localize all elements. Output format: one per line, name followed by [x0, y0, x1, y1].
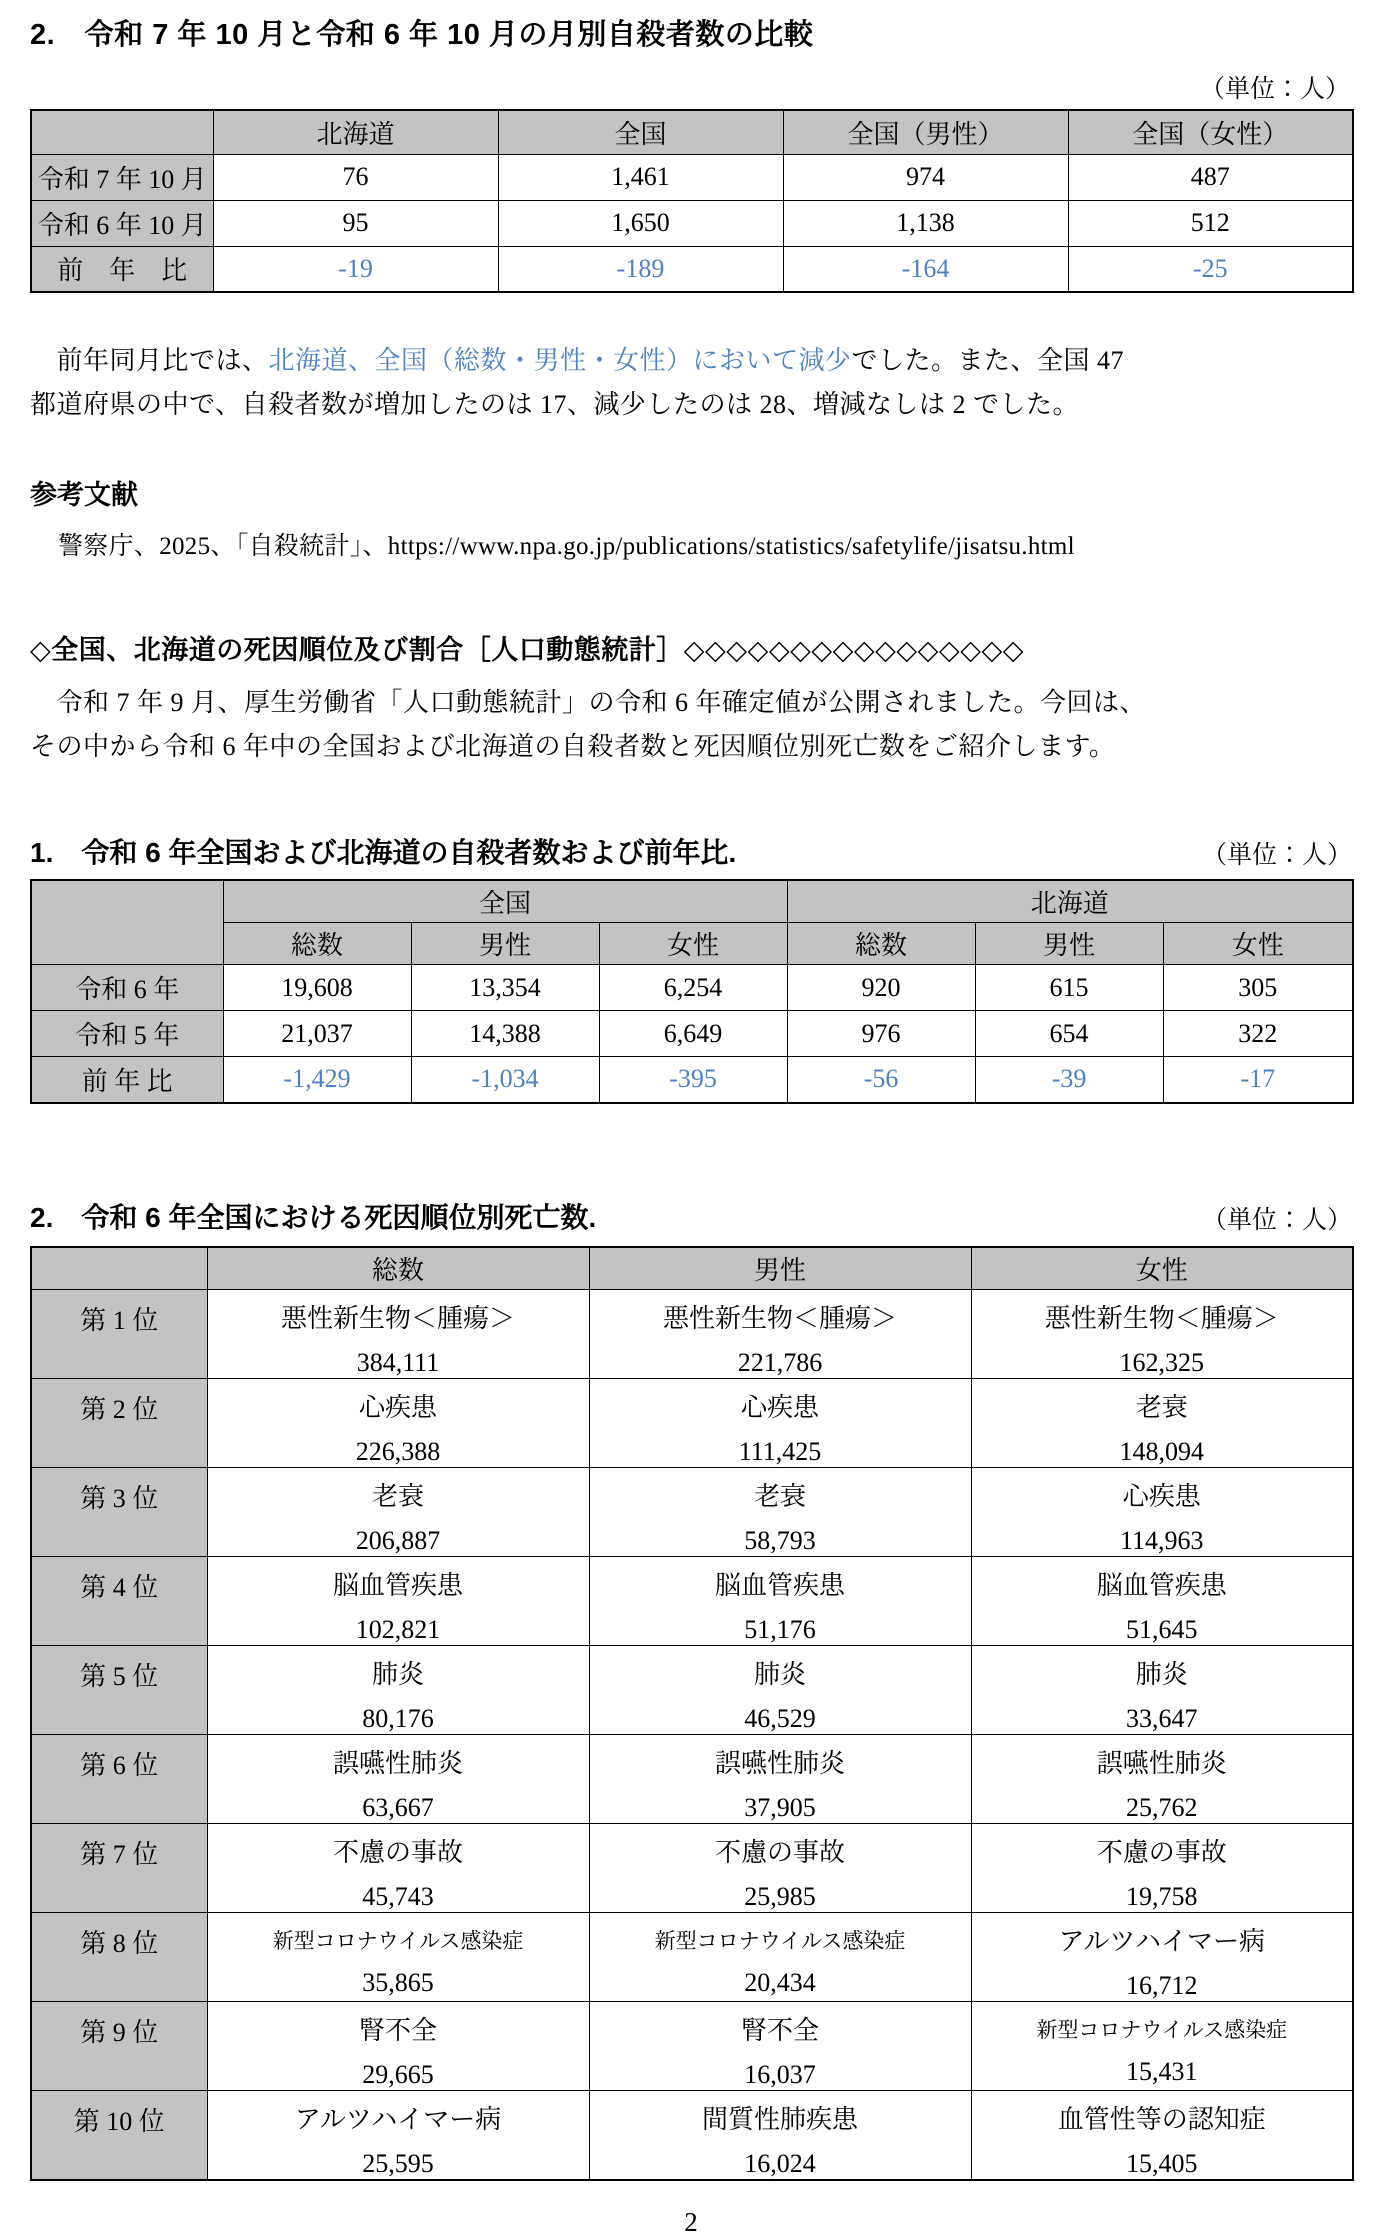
cause-value: 51,176 [744, 1614, 816, 1644]
column-header-zenkoku-male: 全国（男性） [783, 110, 1068, 154]
cause-name: 不慮の事故 [332, 1837, 463, 1867]
cause-name: 心疾患 [358, 1392, 437, 1422]
cause-cell-male [589, 1289, 971, 1378]
reference-item: 警察庁、2025、「自殺統計」、https://www.npa.go.jp/publications/statistics/safetylife/jisatsu.html [58, 533, 1075, 560]
references-heading: 参考文献 [30, 480, 138, 510]
cell-value: -189 [498, 246, 783, 292]
column-header-zenkoku-female: 全国（女性） [1068, 110, 1353, 154]
cause-name: 肺炎 [1135, 1659, 1188, 1689]
cell-value: 920 [787, 965, 975, 1011]
cause-cell-female [971, 1467, 1353, 1556]
cause-cell-male [589, 2001, 971, 2090]
cause-name: 不慮の事故 [1096, 1837, 1227, 1867]
cause-cell-male [589, 1823, 971, 1912]
cell-value: 1,138 [783, 200, 1068, 246]
cause-name: 血管性等の認知症 [1057, 2104, 1266, 2134]
row-label: 前 年 比 [31, 246, 213, 292]
unit-label-rank: （単位：人） [1201, 1206, 1352, 1234]
cause-name: 老衰 [753, 1481, 806, 1511]
rank-table-row [31, 1823, 1353, 1912]
cause-name: 老衰 [371, 1481, 424, 1511]
cell-value: 615 [975, 965, 1163, 1011]
section1-heading-row [30, 831, 1352, 871]
cause-value: 111,425 [738, 1436, 822, 1466]
rank-label: 第 9 位 [31, 2001, 207, 2090]
cause-name: アルツハイマー病 [1058, 1926, 1265, 1956]
sub-header-male: 男性 [975, 923, 1163, 965]
cell-value: 1,461 [498, 154, 783, 200]
cause-name: 心疾患 [740, 1392, 819, 1422]
cause-value: 63,667 [362, 1792, 434, 1822]
cause-name: 悪性新生物＜腫瘍＞ [1044, 1303, 1279, 1333]
summary-after: でした。また、全国 47 [851, 346, 1125, 375]
rank-label: 第 4 位 [31, 1556, 207, 1645]
cause-name: 心疾患 [1122, 1481, 1201, 1511]
monthly-comparison-table [30, 109, 1354, 293]
summary-paragraph-line1 [30, 339, 1352, 383]
cause-name: 肺炎 [371, 1659, 424, 1689]
cell-value: 14,388 [411, 1011, 599, 1057]
cause-value: 162,325 [1119, 1347, 1204, 1377]
column-header-female: 女性 [971, 1247, 1353, 1290]
cause-value: 16,037 [744, 2059, 816, 2089]
cause-name: 悪性新生物＜腫瘍＞ [662, 1303, 897, 1333]
cause-name: 誤嚥性肺炎 [1096, 1748, 1227, 1778]
row-label: 前 年 比 [31, 1057, 223, 1103]
cell-value: -395 [599, 1057, 787, 1103]
cause-value: 226,388 [355, 1436, 441, 1466]
cause-value: 29,665 [362, 2059, 434, 2089]
cause-cell-female [971, 1378, 1353, 1467]
cell-value: 95 [213, 200, 498, 246]
table-row [31, 246, 1353, 292]
cell-value: 13,354 [411, 965, 599, 1011]
cause-name: 誤嚥性肺炎 [714, 1748, 845, 1778]
rank-table-row [31, 1378, 1353, 1467]
cause-cell-male [589, 1912, 971, 2001]
cause-name: 新型コロナウイルス感染症 [272, 1928, 524, 1953]
page-title: 2. 令和 7 年 10 月と令和 6 年 10 月の月別自殺者数の比較 [30, 19, 814, 51]
intro-line1: 令和 7 年 9 月、厚生労働省「人口動態統計」の令和 6 年確定値が公開されました。今回は、 [30, 688, 1147, 717]
cell-value: -56 [787, 1057, 975, 1103]
page-number: 2 [684, 2206, 698, 2237]
cause-name: 脳血管疾患 [714, 1570, 845, 1600]
cell-value: 76 [213, 154, 498, 200]
section2-title: 2. 令和 6 年全国における死因順位別死亡数. [30, 1201, 597, 1233]
cell-value: 322 [1163, 1011, 1353, 1057]
rank-table-row [31, 1556, 1353, 1645]
cause-value: 80,176 [362, 1703, 434, 1733]
unit-label-suicide: （単位：人） [1201, 842, 1352, 869]
column-header-hokkaido: 北海道 [213, 110, 498, 154]
cell-value: 21,037 [223, 1011, 411, 1057]
cause-cell-male [589, 2090, 971, 2180]
cause-value: 16,712 [1126, 1970, 1198, 2000]
rank-label: 第 7 位 [31, 1823, 207, 1912]
cause-cell-total [207, 1289, 589, 1378]
cause-value: 37,905 [744, 1792, 816, 1822]
cause-name: 新型コロナウイルス感染症 [654, 1928, 906, 1953]
cause-name: 不慮の事故 [714, 1837, 845, 1867]
cause-value: 15,431 [1126, 2056, 1198, 2086]
cause-value: 102,821 [355, 1614, 441, 1644]
cell-value: -17 [1163, 1057, 1353, 1103]
cause-name: 肺炎 [753, 1659, 806, 1689]
cell-value: -19 [213, 246, 498, 292]
cell-value: 19,608 [223, 965, 411, 1011]
cause-cell-female [971, 2001, 1353, 2090]
group-header-row [31, 880, 1353, 923]
monthly-table-header-row [31, 110, 1353, 154]
cause-name: 老衰 [1135, 1392, 1188, 1422]
sub-header-total: 総数 [223, 923, 411, 965]
cause-cell-total [207, 1823, 589, 1912]
cause-value: 25,985 [744, 1881, 816, 1911]
cause-cell-male [589, 1645, 971, 1734]
summary-paragraph-line2: 都道府県の中で、自殺者数が増加したのは 17、減少したのは 28、増減なしは 2 でした。 [30, 390, 1079, 419]
cause-value: 15,405 [1126, 2148, 1198, 2178]
cause-name: 新型コロナウイルス感染症 [1036, 2017, 1288, 2042]
cause-cell-male [589, 1734, 971, 1823]
row-label: 令和 6 年 [31, 965, 223, 1011]
cause-name: 腎不全 [740, 2015, 819, 2045]
rank-table-row [31, 1912, 1353, 2001]
cause-cell-total [207, 1734, 589, 1823]
rank-table-row [31, 1289, 1353, 1378]
cause-cell-female [971, 1912, 1353, 2001]
column-header-total: 総数 [207, 1247, 589, 1290]
cell-value: -1,034 [411, 1057, 599, 1103]
cause-value: 16,024 [744, 2148, 816, 2178]
rank-table-row [31, 2001, 1353, 2090]
cause-cell-female [971, 1556, 1353, 1645]
rank-label: 第 1 位 [31, 1289, 207, 1378]
cause-name: 悪性新生物＜腫瘍＞ [280, 1303, 515, 1333]
rank-label: 第 10 位 [31, 2090, 207, 2180]
sub-header-female: 女性 [599, 923, 787, 965]
cell-value: 654 [975, 1011, 1163, 1057]
cell-value: -39 [975, 1057, 1163, 1103]
summary-highlight: 北海道、全国（総数・男性・女性）において減少 [268, 346, 852, 375]
cause-value: 148,094 [1119, 1436, 1204, 1466]
cause-cell-total [207, 2090, 589, 2180]
cell-value: -25 [1068, 246, 1353, 292]
rank-table-row [31, 2090, 1353, 2180]
cause-cell-male [589, 1467, 971, 1556]
group-header-zenkoku: 全国 [223, 880, 787, 923]
cell-value: 487 [1068, 154, 1353, 200]
rank-label: 第 2 位 [31, 1378, 207, 1467]
cause-cell-total [207, 1645, 589, 1734]
row-label: 令和 6 年 10 月 [31, 200, 213, 246]
cause-value: 384,111 [356, 1347, 440, 1377]
cause-cell-female [971, 1734, 1353, 1823]
death-cause-rank-table [30, 1246, 1354, 2181]
cause-name: 脳血管疾患 [1096, 1570, 1227, 1600]
cause-value: 51,645 [1126, 1614, 1198, 1644]
cell-value: 305 [1163, 965, 1353, 1011]
cause-cell-total [207, 1556, 589, 1645]
cause-value: 35,865 [362, 1967, 434, 1997]
cause-value: 25,595 [362, 2148, 434, 2178]
rank-table-body [31, 1289, 1353, 2180]
cause-name: 間質性肺疾患 [701, 2104, 858, 2134]
cause-name: 脳血管疾患 [332, 1570, 463, 1600]
cause-cell-female [971, 1289, 1353, 1378]
cause-cell-male [589, 1556, 971, 1645]
cell-value: 6,254 [599, 965, 787, 1011]
rank-table-row [31, 1645, 1353, 1734]
cause-value: 20,434 [744, 1967, 816, 1997]
section2-heading-row [30, 1196, 1352, 1236]
column-header-male: 男性 [589, 1247, 971, 1290]
cause-cell-female [971, 2090, 1353, 2180]
cause-value: 58,793 [744, 1525, 816, 1555]
cause-name: 誤嚥性肺炎 [332, 1748, 463, 1778]
cause-cell-total [207, 1467, 589, 1556]
corner-cell [31, 110, 213, 154]
table-row [31, 1011, 1353, 1057]
intro-line2: その中から令和 6 年中の全国および北海道の自殺者数と死因順位別死亡数をご紹介します。 [30, 732, 1116, 761]
rank-table-header-row [31, 1247, 1353, 1290]
row-label: 令和 5 年 [31, 1011, 223, 1057]
cause-value: 25,762 [1126, 1792, 1198, 1822]
cause-value: 45,743 [362, 1881, 434, 1911]
table-row [31, 965, 1353, 1011]
cell-value: 976 [787, 1011, 975, 1057]
cell-value: 974 [783, 154, 1068, 200]
sub-header-total: 総数 [787, 923, 975, 965]
cause-cell-female [971, 1645, 1353, 1734]
cause-value: 33,647 [1126, 1703, 1198, 1733]
rank-label: 第 6 位 [31, 1734, 207, 1823]
cause-cell-female [971, 1823, 1353, 1912]
cause-cell-male [589, 1378, 971, 1467]
column-header-zenkoku: 全国 [498, 110, 783, 154]
cell-value: -1,429 [223, 1057, 411, 1103]
rank-label: 第 5 位 [31, 1645, 207, 1734]
suicide-by-year-table [30, 879, 1354, 1104]
row-label: 令和 7 年 10 月 [31, 154, 213, 200]
cause-value: 221,786 [737, 1347, 823, 1377]
rank-table-row [31, 1734, 1353, 1823]
cell-value: -164 [783, 246, 1068, 292]
table-row [31, 154, 1353, 200]
cause-name: アルツハイマー病 [294, 2104, 502, 2134]
table-row [31, 200, 1353, 246]
corner-cell [31, 880, 223, 965]
table-row [31, 1057, 1353, 1103]
cause-value: 206,887 [355, 1525, 441, 1555]
rank-label: 第 3 位 [31, 1467, 207, 1556]
cell-value: 512 [1068, 200, 1353, 246]
cause-value: 114,963 [1119, 1525, 1204, 1555]
cause-value: 46,529 [744, 1703, 816, 1733]
cause-cell-total [207, 1378, 589, 1467]
cell-value: 1,650 [498, 200, 783, 246]
corner-cell [31, 1247, 207, 1290]
cause-name: 腎不全 [358, 2015, 437, 2045]
sub-header-row [31, 923, 1353, 965]
monthly-table-body [31, 154, 1353, 292]
rank-label: 第 8 位 [31, 1912, 207, 2001]
suicide-table-body [31, 965, 1353, 1103]
group-header-hokkaido: 北海道 [787, 880, 1353, 923]
summary-lead: 前年同月比では、 [30, 346, 269, 375]
unit-label-monthly: （単位：人） [1199, 76, 1350, 103]
sub-header-male: 男性 [411, 923, 599, 965]
cause-cell-total [207, 1912, 589, 2001]
rank-table-row [31, 1467, 1353, 1556]
cell-value: 6,649 [599, 1011, 787, 1057]
section-banner: ◇全国、北海道の死因順位及び割合［人口動態統計］◇◇◇◇◇◇◇◇◇◇◇◇◇◇◇◇ [30, 635, 1024, 665]
sub-header-female: 女性 [1163, 923, 1353, 965]
cause-value: 19,758 [1126, 1881, 1198, 1911]
cause-cell-total [207, 2001, 589, 2090]
section1-title: 1. 令和 6 年全国および北海道の自殺者数および前年比. [30, 837, 737, 868]
